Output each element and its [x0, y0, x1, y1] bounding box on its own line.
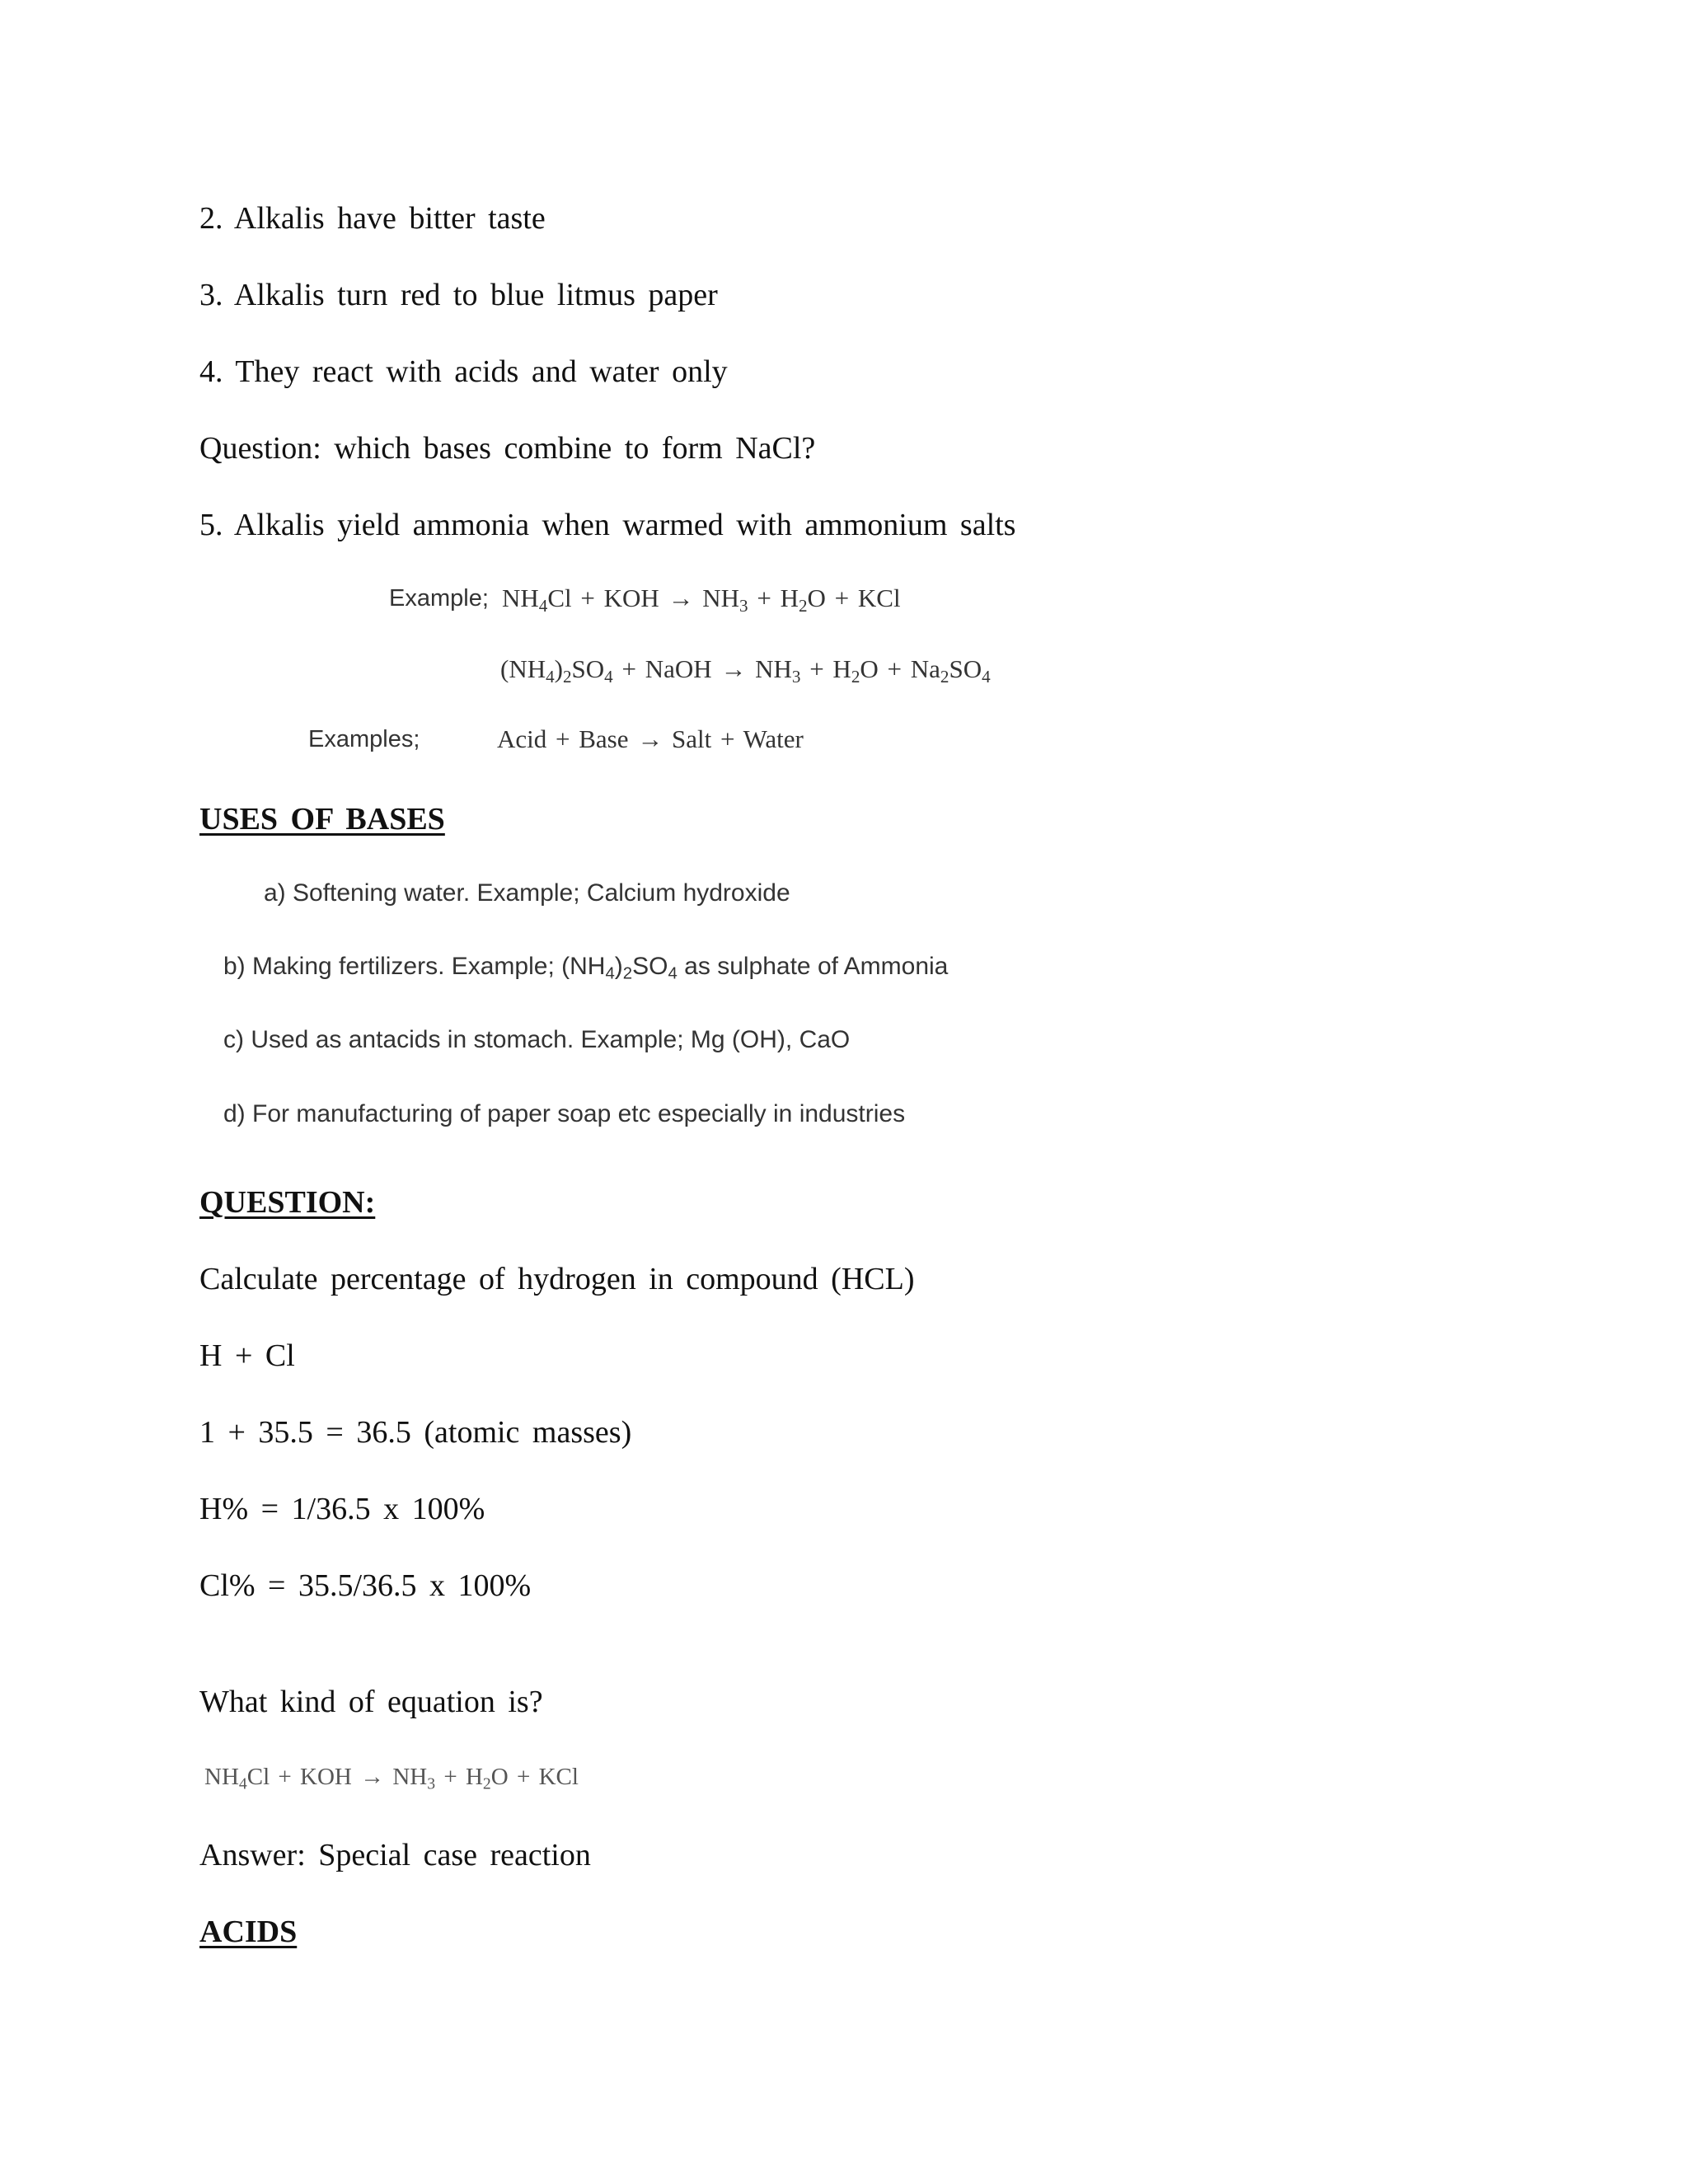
acids-heading: ACIDS	[199, 1915, 298, 1949]
calc-line-3: H% = 1/36.5 x 100%	[199, 1492, 485, 1526]
examples-label: Examples;	[308, 726, 420, 752]
question-prompt: Calculate percentage of hydrogen in compound (HCL)	[199, 1262, 915, 1296]
equation-neutralisation: Acid + Base → Salt + Water	[497, 724, 804, 753]
use-c: c) Used as antacids in stomach. Example; Mg (OH), CaO	[223, 1026, 851, 1053]
calc-line-2: 1 + 35.5 = 36.5 (atomic masses)	[199, 1415, 632, 1450]
equation-ammonium-sulphate: $(NH_4)_2SO_4$ + NaOH → $NH_3 + H_2O + Na_2SO_4$	[500, 654, 991, 687]
property-3: 3. Alkalis turn red to blue litmus paper	[199, 278, 718, 312]
equation-kind-prompt: What kind of equation is?	[199, 1685, 543, 1719]
example-label: Example;	[389, 585, 489, 612]
use-b: b) Making fertilizers. Example; $(NH_4)_2SO_4$ as sulphate of Ammonia	[223, 953, 949, 983]
equation-ammonium-chloride: $NH_4Cl$ + KOH → $NH_3 + H_2O$ + KCl	[502, 583, 901, 616]
calc-line-1: H + Cl	[199, 1338, 295, 1373]
equation-kind-equation: $NH_4Cl$ + KOH → $NH_3 + H_2O$ + KCl	[204, 1764, 579, 1793]
use-a: a) Softening water. Example; Calcium hydroxide	[264, 879, 790, 907]
question-nacl: Question: which bases combine to form NaCl?	[199, 431, 816, 466]
question-heading: QUESTION:	[199, 1185, 376, 1220]
equation-kind-answer: Answer: Special case reaction	[199, 1838, 591, 1872]
use-d: d) For manufacturing of paper soap etc especially in industries	[223, 1100, 906, 1127]
uses-of-bases-heading: USES OF BASES	[199, 802, 445, 837]
property-2: 2. Alkalis have bitter taste	[199, 201, 546, 236]
property-4: 4. They react with acids and water only	[199, 354, 728, 389]
property-5: 5. Alkalis yield ammonia when warmed with ammonium salts	[199, 508, 1016, 542]
calc-line-4: Cl% = 35.5/36.5 x 100%	[199, 1568, 532, 1603]
